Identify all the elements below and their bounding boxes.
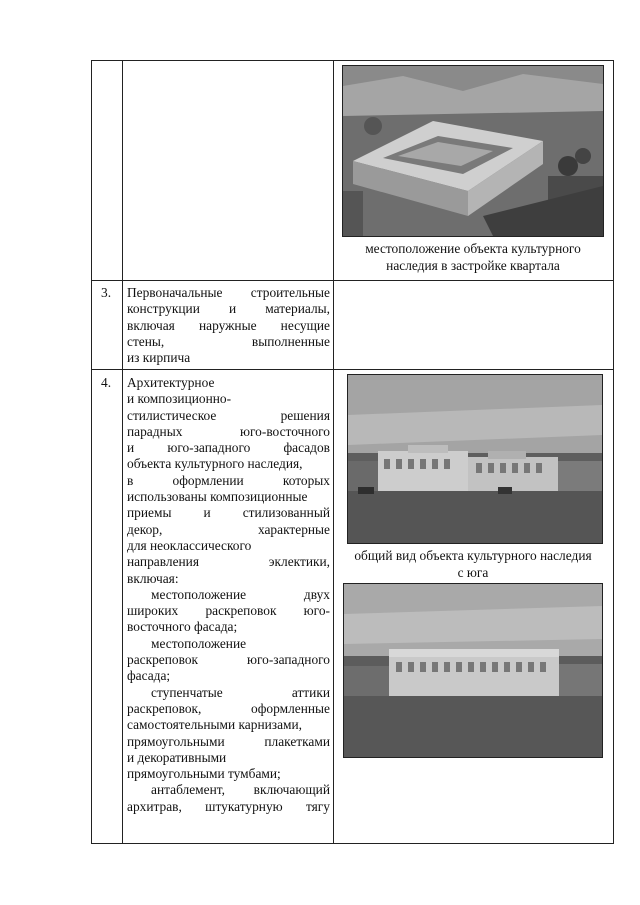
row-number: 4. <box>101 375 112 390</box>
photo-caption: общий вид объекта культурного наследия с юга <box>354 548 592 580</box>
table-border-left <box>91 60 92 844</box>
row-divider <box>91 369 614 370</box>
table-border-bottom <box>91 843 614 844</box>
column-divider <box>333 60 334 844</box>
row-description: Первоначальные строительные конструкции и материалы, включая наружные несущие стены, выполненные из кирпича <box>127 285 330 366</box>
facade-southwest-photo <box>343 583 603 758</box>
table-border-right <box>613 60 614 844</box>
row-description: Архитектурное и композиционно- стилистическое решения парадных юго-восточного и юго-западного фасадов объекта культурного наследия, в оформлении которых использованы композиционные приемы и стилизованный декор, характерные для неоклассического направления эклектики, включая: местоположение двух широких раскреповок юго- восточного фасада; местоположение раскреповок юго-западного фасада; ступенчатые аттики раскреповок, оформленные самостоятельными карнизами, прямоугольными плакетками и декоративными прямоугольными тумбами; антаблемент, включающий архитрав, штукатурную тягу <box>127 375 330 814</box>
facade-south-photo <box>347 374 603 544</box>
row-divider <box>91 280 614 281</box>
photo-caption: местоположение объекта культурного наследия в застройке квартала <box>365 241 581 273</box>
column-divider <box>122 60 123 844</box>
row-number: 3. <box>101 285 112 300</box>
aerial-photo <box>342 65 604 237</box>
table-border-top <box>91 60 614 61</box>
